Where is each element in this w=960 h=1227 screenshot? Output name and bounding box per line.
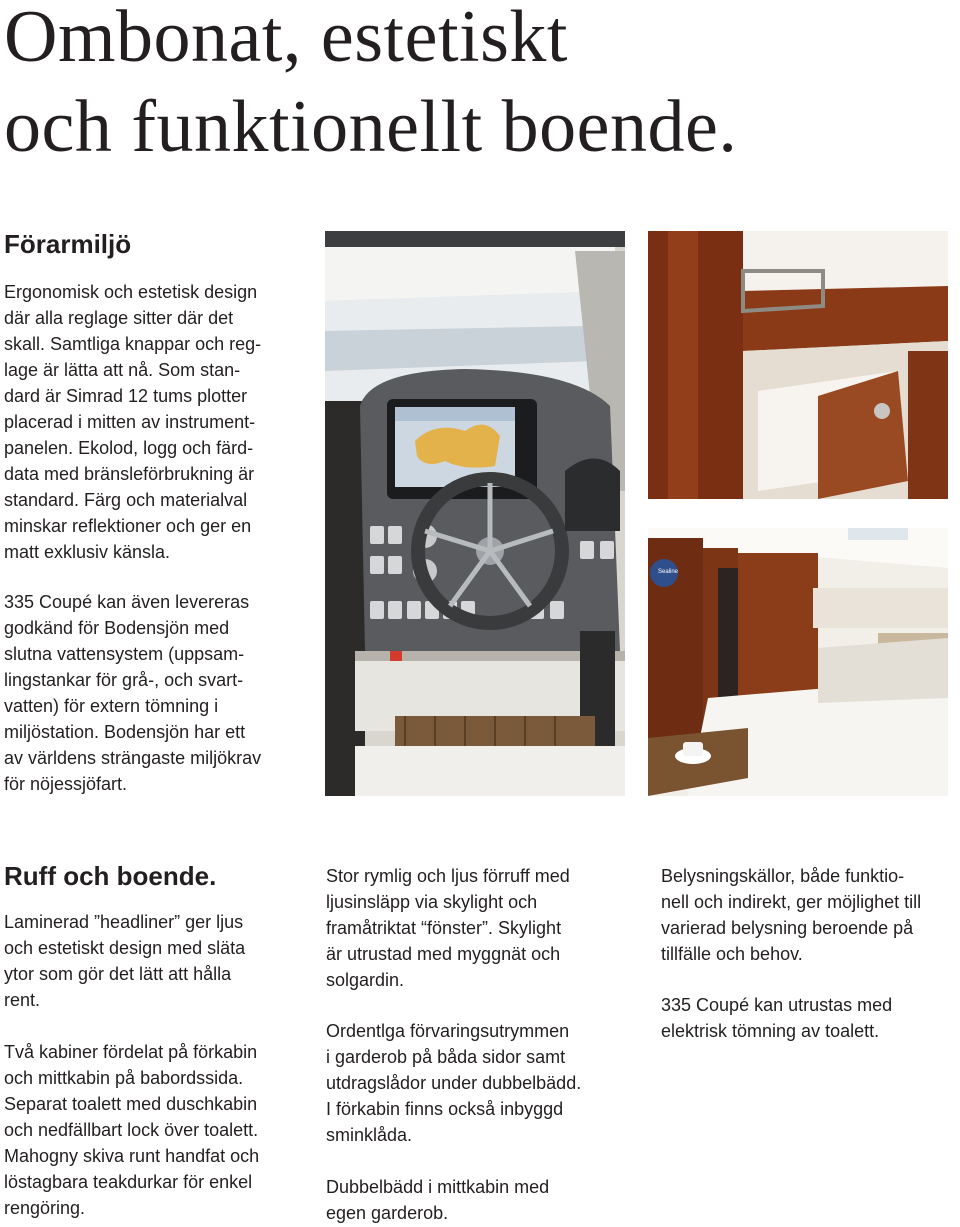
forarmiljo-paragraph-1	[4, 279, 261, 565]
text-line: lage är lätta att nå. Som stan-	[4, 360, 241, 380]
text-line: Dubbelbädd i mittkabin med	[326, 1177, 550, 1197]
cap-logo-text: Sealine	[658, 569, 679, 575]
text-line: skall. Samtliga knappar och reg-	[4, 334, 262, 354]
text-line: Separat toalett med duschkabin	[4, 1094, 258, 1114]
text-line: Ordentlga förvaringsutrymmen	[326, 1021, 570, 1041]
text-line: för nöjessjöfart.	[4, 774, 128, 794]
text-line: 335 Coupé kan utrustas med	[661, 995, 893, 1015]
text-line: Ergonomisk och estetisk design	[4, 282, 258, 302]
ruff-col3-paragraph-2	[661, 992, 892, 1044]
text-line: rengöring.	[4, 1198, 86, 1218]
page-headline	[4, 0, 737, 172]
text-line: ljusinsläpp via skylight och	[326, 892, 538, 912]
ruff-col3-paragraph-1	[661, 863, 921, 967]
ruff-col1-paragraph-1	[4, 909, 245, 1013]
section-heading-ruff: Ruff och boende.	[4, 861, 217, 891]
text-line: elektrisk tömning av toalett.	[661, 1021, 880, 1041]
text-line: Laminerad ”headliner” ger ljus	[4, 912, 244, 932]
text-line: löstagbara teakdurkar för enkel	[4, 1172, 253, 1192]
text-line: Stor rymlig och ljus förruff med	[326, 866, 570, 886]
text-line: varierad belysning beroende på	[661, 918, 914, 938]
text-line: Två kabiner fördelat på förkabin	[4, 1042, 258, 1062]
text-line: där alla reglage sitter där det	[4, 308, 234, 328]
text-line: utdragslådor under dubbelbädd.	[326, 1073, 582, 1093]
text-line: 335 Coupé kan även levereras	[4, 592, 250, 612]
text-line: panelen. Ekolod, logg och färd-	[4, 438, 254, 458]
text-line: rent.	[4, 990, 41, 1010]
text-line: lingstankar för grå-, och svart-	[4, 670, 244, 690]
text-line: placerad i mitten av instrument-	[4, 412, 256, 432]
text-line: egen garderob.	[326, 1203, 449, 1223]
text-line: miljöstation. Bodensjön har ett	[4, 722, 246, 742]
headline-line: Ombonat, estetiskt	[4, 0, 568, 78]
text-line: Mahogny skiva runt handfat och	[4, 1146, 260, 1166]
text-line: vatten) för extern tömning i	[4, 696, 219, 716]
ruff-col1-paragraph-2	[4, 1039, 259, 1221]
text-line: tillfälle och behov.	[661, 944, 803, 964]
forarmiljo-paragraph-2	[4, 589, 261, 797]
text-line: framåtriktat “fönster”. Skylight	[326, 918, 562, 938]
drawer-photo	[648, 231, 948, 499]
text-line: minskar reflektioner och ger en	[4, 516, 252, 536]
text-line: standard. Färg och materialval	[4, 490, 248, 510]
text-line: och estetiskt design med släta	[4, 938, 246, 958]
text-line: är utrustad med myggnät och	[326, 944, 561, 964]
section-heading-forarmiljo: Förarmiljö	[4, 229, 132, 259]
text-line: i garderob på båda sidor samt	[326, 1047, 566, 1067]
text-line: dard är Simrad 12 tums plotter	[4, 386, 248, 406]
text-line: Belysningskällor, både funktio-	[661, 866, 905, 886]
text-line: nell och indirekt, ger möjlighet till	[661, 892, 922, 912]
text-line: matt exklusiv känsla.	[4, 542, 171, 562]
text-line: och mittkabin på babordssida.	[4, 1068, 244, 1088]
text-line: av världens strängaste miljökrav	[4, 748, 262, 768]
ruff-col2-paragraph-1	[326, 863, 570, 993]
helm-station-photo	[325, 231, 625, 796]
headline-line: och funktionellt boende.	[4, 86, 738, 168]
ruff-col2-paragraph-2	[326, 1018, 581, 1148]
text-line: ytor som gör det lätt att hålla	[4, 964, 232, 984]
text-line: data med bränsleförbrukning är	[4, 464, 255, 484]
text-line: slutna vattensystem (uppsam-	[4, 644, 245, 664]
text-line: och nedfällbart lock över toalett.	[4, 1120, 259, 1140]
text-line: godkänd för Bodensjön med	[4, 618, 230, 638]
ruff-col2-paragraph-3	[326, 1174, 549, 1226]
text-line: I förkabin finns också inbyggd	[326, 1099, 564, 1119]
text-line: sminklåda.	[326, 1125, 413, 1145]
text-line: solgardin.	[326, 970, 405, 990]
cabin-photo	[648, 528, 948, 796]
